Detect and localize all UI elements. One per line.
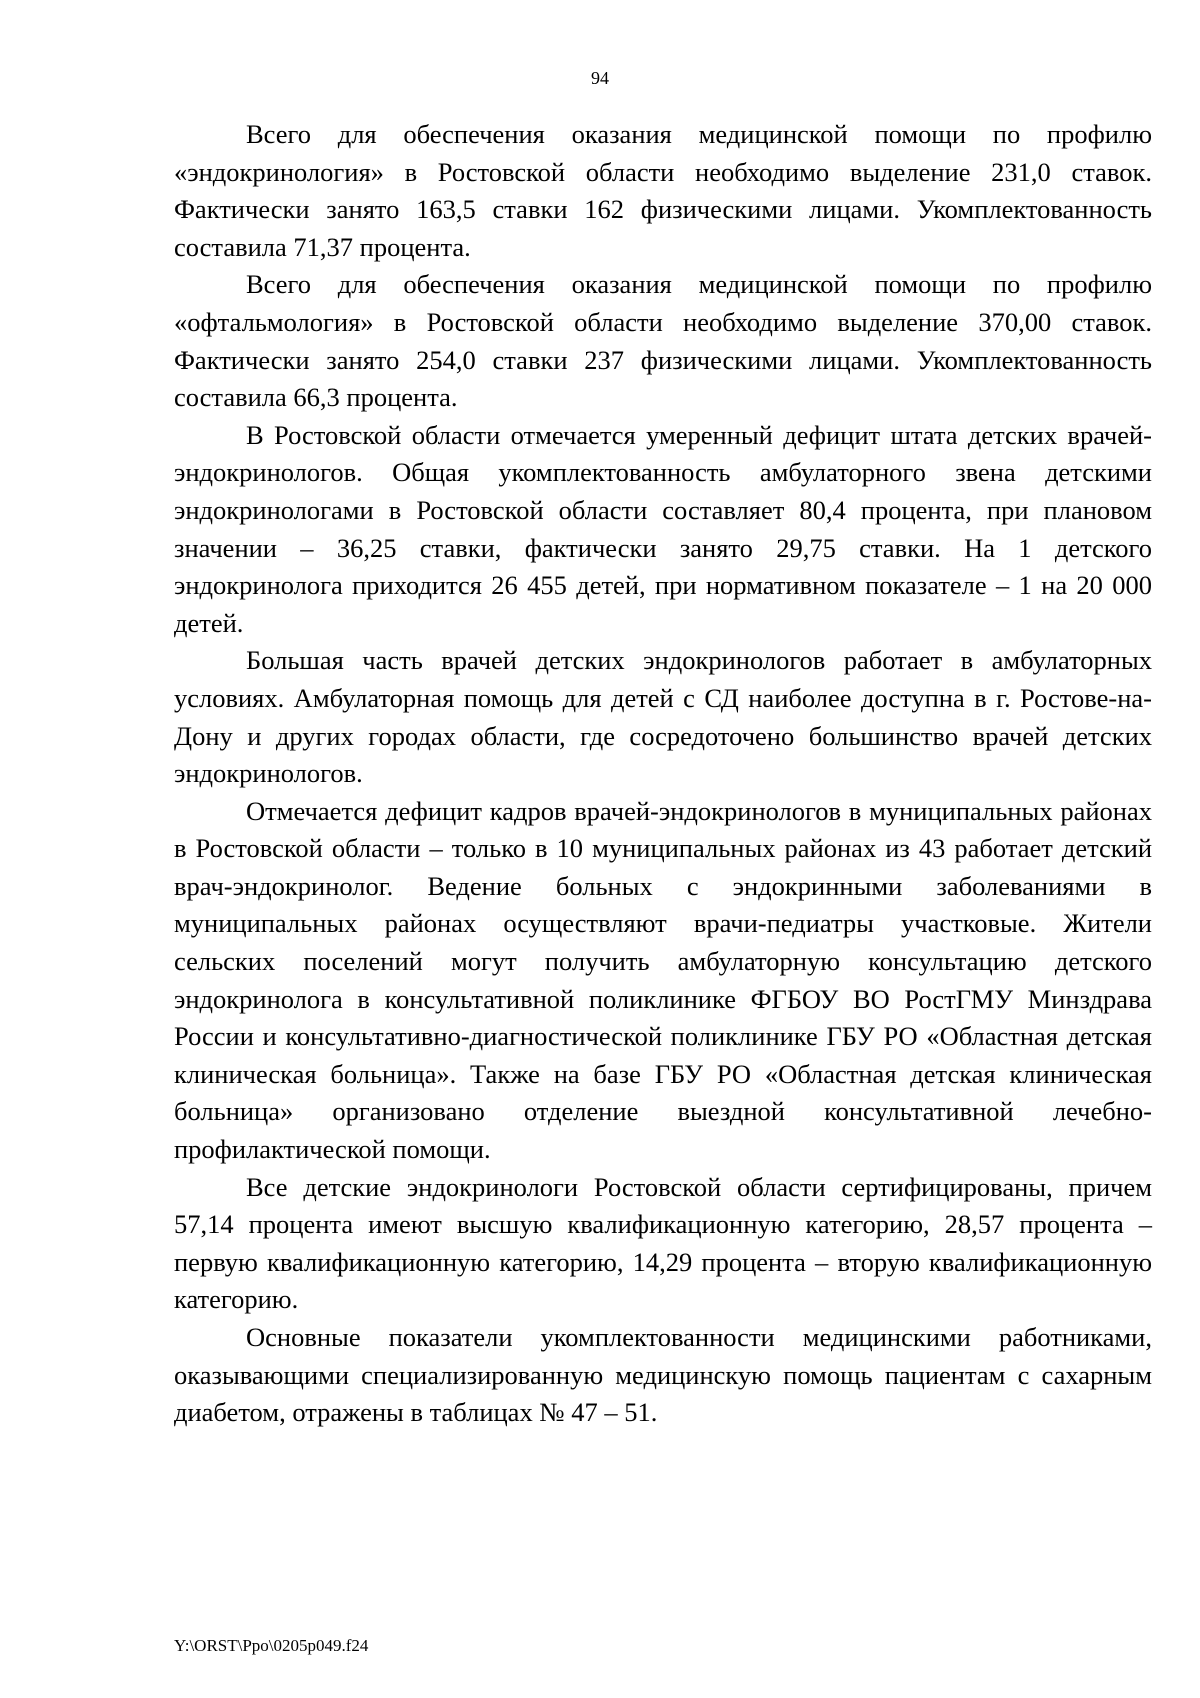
paragraph-tables-reference: Основные показатели укомплектованности медицинскими работниками, оказывающими специализированную медицинскую помощь пациентам с сахарным диабетом, отражены в таблицах № 47 – 51. <box>174 1322 1152 1428</box>
page-number: 94 <box>591 68 609 88</box>
paragraph-pediatric-endocrinologist-deficit: В Ростовской области отмечается умеренный дефицит штата детских врачей-эндокринологов. Общая укомплектованность амбулаторного звена детскими эндокринологами в Ростовской области составляет 80,4 процента, при плановом значении – 36,25 ставки, фактически занято 29,75 ставки. На 1 детского эндокринолога приходится 26 455 детей, при нормативном показателе – 1 на 20 000 детей. <box>174 419 1152 638</box>
paragraph-municipal-districts-deficit: Отмечается дефицит кадров врачей-эндокринологов в муниципальных районах в Ростовской области – только в 10 муниципальных районах из 43 работает детский врач-эндокринолог. Ведение больных с эндокринными заболеваниями в муниципальных районах осуществляют врачи-педиатры участковые. Жители сельских поселений могут получить амбулаторную консультацию детского эндокринолога в консультативной поликлинике ФГБОУ ВО РостГМУ Минздрава России и консультативно-диагностической поликлинике ГБУ РО «Областная детская клиническая больница». Также на базе ГБУ РО «Областная детская клиническая больница» организовано отделение выездной консультативной лечебно-профилактической помощи. <box>174 795 1152 1165</box>
paragraph-outpatient-care: Большая часть врачей детских эндокринологов работает в амбулаторных условиях. Амбулаторная помощь для детей с СД наиболее доступна в г. Ростове-на-Дону и других городах области, где сосредоточено большинство врачей детских эндокринологов. <box>174 645 1152 789</box>
paragraph-ophthalmology-staffing: Всего для обеспечения оказания медицинской помощи по профилю «офтальмология» в Ростовской области необходимо выделение 370,00 ставок. Фактически занято 254,0 ставки 237 физическими лицами. Укомплектованность составила 66,3 процента. <box>174 269 1152 413</box>
paragraph-endocrinology-staffing: Всего для обеспечения оказания медицинской помощи по профилю «эндокринология» в Ростовской области необходимо выделение 231,0 ставок. Фактически занято 163,5 ставки 162 физическими лицами. Укомплектованность составила 71,37 процента. <box>174 119 1152 262</box>
paragraph-certification: Все детские эндокринологи Ростовской области сертифицированы, причем 57,14 процента имеют высшую квалификационную категорию, 28,57 процента – первую квалификационную категорию, 14,29 процента – вторую квалификационную категорию. <box>174 1171 1152 1315</box>
document-body <box>174 116 1152 1432</box>
footer-file-path: Y:\ORST\Ppo\0205p049.f24 <box>174 1636 369 1655</box>
